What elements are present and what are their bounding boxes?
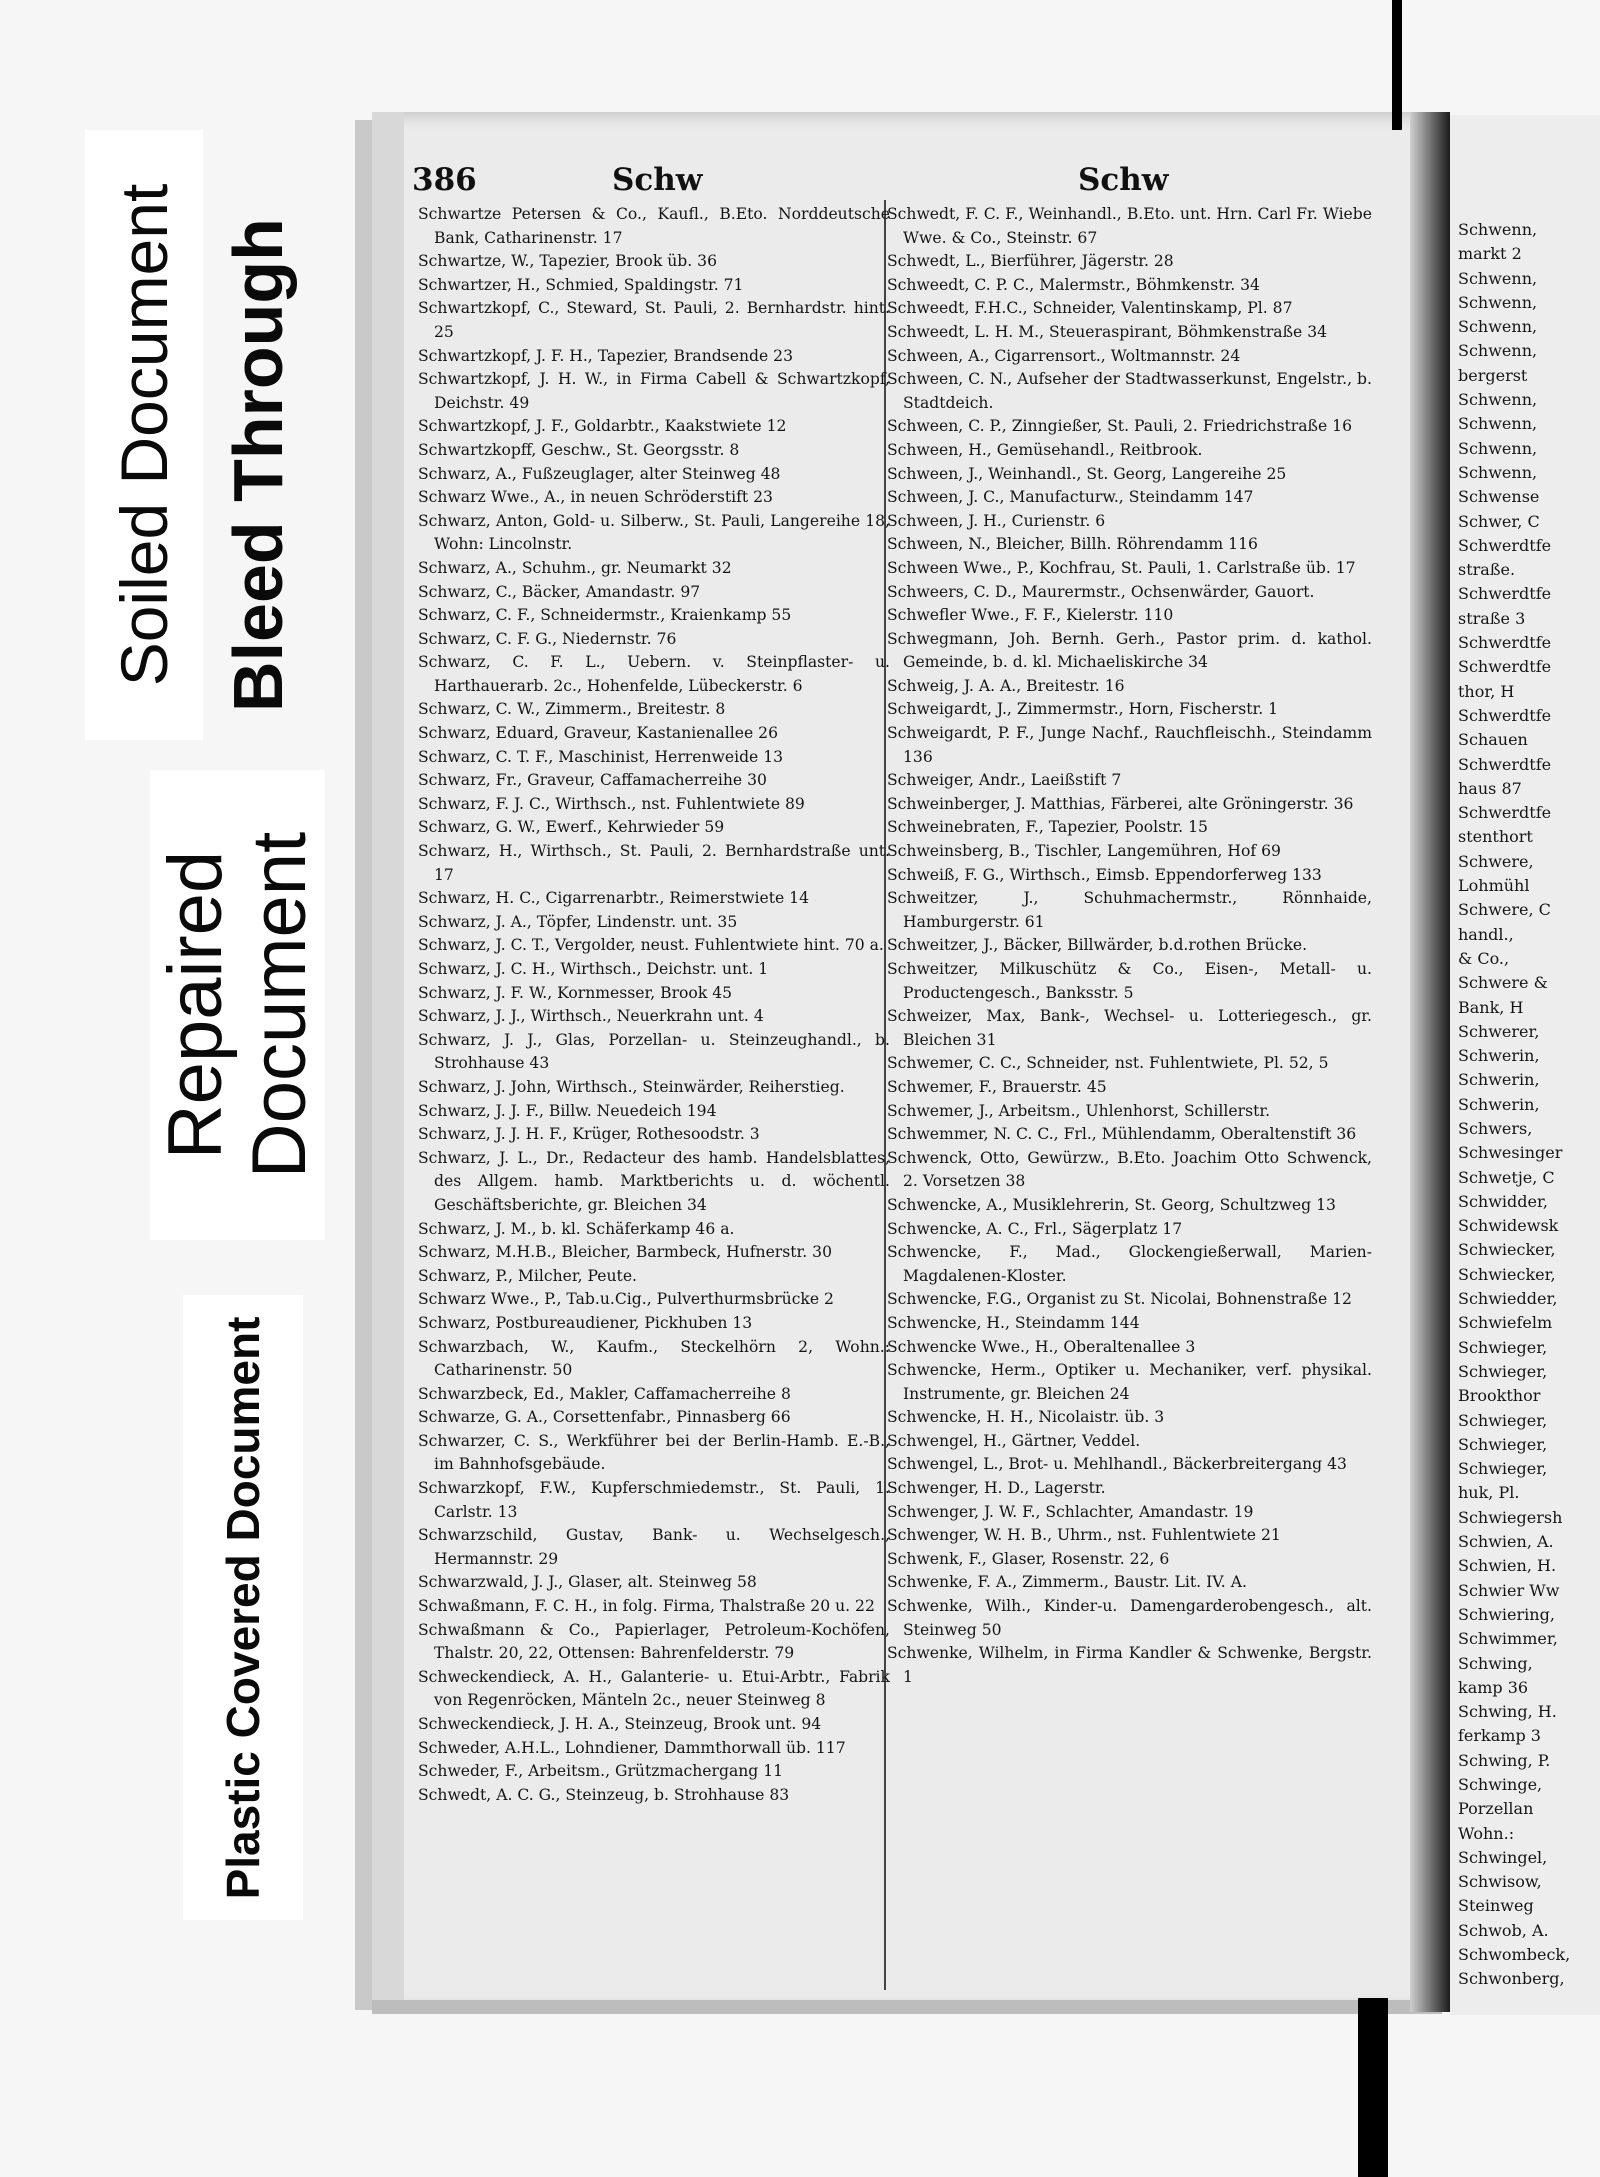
directory-entry: Schwaßmann & Co., Papierlager, Petroleum-Kochöfen, Thalstr. 20, 22, Ottensen: Bahrenfelderstr. 79 [418, 1620, 890, 1663]
facing-page-fragment: Schwetje, C [1458, 1167, 1555, 1187]
directory-entry: Schwarz, J. J. H. F., Krüger, Rothesoodstr. 3 [418, 1125, 760, 1144]
facing-page-fragment: Schwiecker, [1458, 1240, 1556, 1260]
facing-page-fragment: Schwerdtfe [1458, 705, 1552, 725]
directory-entry: Schween, C. P., Zinngießer, St. Pauli, 2. Friedrichstraße 16 [887, 417, 1352, 436]
label-repaired-document [150, 770, 325, 1240]
directory-entry: Schwartzkopf, J. H. W., in Firma Cabell & Schwartzkopf, Deichstr. 49 [418, 370, 890, 412]
directory-entry: Schwenke, F. A., Zimmerm., Baustr. Lit. IV. A. [887, 1573, 1247, 1592]
facing-page-fragment: Lohmühl [1458, 876, 1530, 896]
facing-page-fragment: Schwieger, [1458, 1459, 1548, 1479]
directory-entry: Schweckendieck, A. H., Galanterie- u. Etui-Arbtr., Fabrik von Regenröcken, Mänteln 2c., neuer Steinweg 8 [418, 1667, 890, 1710]
directory-entry: Schweinberger, J. Matthias, Färberei, alte Gröningerstr. 36 [887, 794, 1354, 813]
directory-entry: Schwartzkopff, Geschw., St. Georgsstr. 8 [418, 440, 740, 459]
facing-page-fragment: Schwidewsk [1458, 1216, 1559, 1236]
directory-entry: Schwarz, C. F. G., Niedernstr. 76 [418, 629, 677, 648]
directory-entry: Schwemmer, N. C. C., Frl., Mühlendamm, Oberaltenstift 36 [887, 1125, 1357, 1144]
directory-entry: Schwarzbach, W., Kaufm., Steckelhörn 2, Wohn.: Catharinenstr. 50 [418, 1337, 890, 1380]
directory-entry: Schwenke, Wilhelm, in Firma Kandler & Schwenke, Bergstr. 1 [887, 1644, 1372, 1686]
directory-entry: Schwencke, H. H., Nicolaistr. üb. 3 [887, 1408, 1165, 1427]
label-repaired-text [154, 832, 322, 1178]
facing-page-fragment: Schwenn, [1458, 317, 1538, 337]
facing-page-fragment: Schwere, [1458, 851, 1534, 871]
directory-entry: Schweinsberg, B., Tischler, Langemühren, Hof 69 [887, 842, 1281, 861]
directory-entry: Schweitzer, J., Bäcker, Billwärder, b.d.rothen Brücke. [887, 936, 1308, 955]
directory-entry: Schwencke, Herm., Optiker u. Mechaniker, verf. physikal. Instrumente, gr. Bleichen 24 [887, 1361, 1372, 1403]
facing-page-fragment: Steinweg [1458, 1896, 1534, 1916]
directory-entry: Schween, C. N., Aufseher der Stadtwasserkunst, Engelstr., b. Stadtdeich. [887, 370, 1372, 412]
directory-entry: Schwarz, C. F. L., Uebern. v. Steinpflaster- u. Harthauerarb. 2c., Hohenfelde, Lübeckerstr. 6 [418, 653, 890, 695]
directory-entry: Schwedt, F. C. F., Weinhandl., B.Eto. unt. Hrn. Carl Fr. Wiebe Wwe. & Co., Steinstr. 67 [887, 205, 1372, 247]
facing-page-fragment: Schwiegersh [1458, 1507, 1563, 1527]
facing-page-fragment: Schwing, [1458, 1653, 1533, 1673]
facing-page-fragment: Schwere, C [1458, 900, 1551, 920]
facing-page-fragment: huk, Pl. [1458, 1483, 1520, 1503]
directory-entry: Schween, H., Gemüsehandl., Reitbrook. [887, 440, 1203, 459]
directory-entry: Schwartzer, H., Schmied, Spaldingstr. 71 [418, 275, 744, 294]
directory-entry: Schween, J., Weinhandl., St. Georg, Langereihe 25 [887, 464, 1287, 483]
directory-entry: Schweedt, F.H.C., Schneider, Valentinskamp, Pl. 87 [887, 299, 1293, 318]
facing-page-fragment: Schwier Ww [1458, 1580, 1560, 1600]
book-spine [1410, 112, 1450, 2012]
directory-entry: Schwaßmann, F. C. H., in folg. Firma, Thalstraße 20 u. 22 [418, 1597, 875, 1616]
facing-page-fragment: Schwombeck, [1458, 1945, 1571, 1965]
facing-page-fragment: straße 3 [1458, 608, 1526, 628]
directory-entry: Schwarz, H., Wirthsch., St. Pauli, 2. Bernhardstraße unt. 17 [418, 842, 890, 884]
directory-entry: Schwarz, J. C. H., Wirthsch., Deichstr. unt. 1 [418, 960, 769, 978]
directory-entry: Schwarzbeck, Ed., Makler, Caffamacherreihe 8 [418, 1384, 791, 1403]
facing-page-fragment: Schwense [1458, 487, 1540, 507]
directory-column-left [418, 203, 890, 1807]
facing-page-fragment: Schwers, [1458, 1118, 1533, 1138]
scan-border-bottom [1358, 1998, 1388, 2177]
directory-entry: Schween, N., Bleicher, Billh. Röhrendamm 116 [887, 535, 1258, 554]
page-left-margin [372, 112, 404, 2012]
facing-page-fragment: bergerst [1458, 365, 1528, 385]
facing-page-fragment: Schwerdtfe [1458, 535, 1552, 555]
facing-page-fragment: Schwieger, [1458, 1410, 1548, 1430]
facing-page-fragment: Schwiecker, [1458, 1264, 1556, 1284]
directory-entry: Schwarz, J. M., b. kl. Schäferkamp 46 a. [418, 1219, 735, 1238]
directory-entry: Schwarz, J. J., Wirthsch., Neuerkrahn unt. 4 [418, 1007, 764, 1026]
directory-entry: Schwarz, J. L., Dr., Redacteur des hamb. Handelsblattes, des Allgem. hamb. Marktberichts u. d. wöchentl. Geschäftsberichte, gr. Bleichen 34 [418, 1148, 890, 1214]
directory-column-right [887, 203, 1372, 1689]
directory-entry: Schwencke Wwe., H., Oberaltenallee 3 [887, 1337, 1196, 1356]
facing-page-fragment: Schwenn, [1458, 220, 1538, 239]
facing-page-fragment: straße. [1458, 560, 1516, 580]
facing-page-fragment: Schwerdtfe [1458, 754, 1552, 774]
directory-entry: Schwarz, A., Fußzeuglager, alter Steinweg 48 [418, 464, 781, 483]
directory-entry: Schwenke, Wilh., Kinder-u. Damengarderobengesch., alt. Steinweg 50 [887, 1597, 1372, 1639]
facing-page-fragment: stenthort [1458, 827, 1533, 847]
facing-page [1450, 115, 1600, 2015]
directory-entry: Schwarz, C. F., Schneidermstr., Kraienkamp 55 [418, 606, 792, 625]
facing-page-fragment: Schwingel, [1458, 1847, 1548, 1867]
directory-entry: Schwedt, L., Bierführer, Jägerstr. 28 [887, 252, 1174, 271]
directory-entry: Schweedt, L. H. M., Steueraspirant, Böhmkenstraße 34 [887, 322, 1328, 341]
facing-page-fragment: Schwerin, [1458, 1094, 1540, 1114]
directory-entry: Schwenger, H. D., Lagerstr. [887, 1479, 1106, 1498]
facing-page-fragment: Schwing, H. [1458, 1702, 1557, 1722]
directory-entry: Schwartzkopf, J. F., Goldarbtr., Kaakstwiete 12 [418, 417, 787, 436]
label-repaired-line1: Repaired [152, 850, 238, 1160]
directory-entry: Schweiß, F. G., Wirthsch., Eimsb. Eppendorferweg 133 [887, 865, 1322, 884]
scan-border-top [1392, 0, 1402, 130]
directory-entry: Schwarz, C. W., Zimmerm., Breitestr. 8 [418, 700, 726, 719]
facing-page-entries [1450, 218, 1570, 1992]
page-bottom-edge [372, 2000, 1442, 2014]
facing-page-fragment: Schwiering, [1458, 1604, 1555, 1624]
facing-page-fragment: Schwien, H. [1458, 1556, 1557, 1576]
directory-entry: Schwarz, M.H.B., Bleicher, Barmbeck, Hufnerstr. 30 [418, 1243, 833, 1262]
page-number: 386 [412, 162, 477, 198]
facing-page-fragment: Schwenn, [1458, 341, 1538, 361]
facing-page-fragment: thor, H [1458, 681, 1515, 701]
facing-page-fragment: Schwenn, [1458, 438, 1538, 458]
directory-entry: Schween, J. H., Curienstr. 6 [887, 511, 1106, 530]
facing-page-fragment: Schwing, P. [1458, 1750, 1551, 1770]
directory-entry: Schwarz, J. John, Wirthsch., Steinwärder, Reiherstieg. [418, 1077, 845, 1096]
directory-entry: Schweiger, Andr., Laeißstift 7 [887, 771, 1122, 790]
facing-page-fragment: Schwerdtfe [1458, 803, 1552, 823]
directory-entry: Schweigardt, J., Zimmermstr., Horn, Fischerstr. 1 [887, 700, 1279, 719]
directory-entry: Schwarz, J. C. T., Vergolder, neust. Fuhlentwiete hint. 70 a. [418, 936, 884, 955]
facing-page-fragment: Schwonberg, [1458, 1969, 1565, 1989]
page-edge-shadow [355, 120, 373, 2010]
facing-page-fragment: Porzellan [1458, 1799, 1534, 1819]
facing-page-fragment: Schwimmer, [1458, 1629, 1558, 1649]
facing-page-fragment: Wohn.: [1458, 1823, 1515, 1843]
directory-entry: Schwarz, J. J. F., Billw. Neuedeich 194 [418, 1101, 717, 1120]
facing-page-fragment: Schauen [1458, 730, 1528, 750]
facing-page-fragment: Schwer, C [1458, 511, 1540, 531]
directory-entry: Schwencke, H., Steindamm 144 [887, 1313, 1140, 1332]
facing-page-fragment: Schwiedder, [1458, 1289, 1558, 1309]
directory-entry: Schwartze Petersen & Co., Kaufl., B.Eto. Norddeutsche Bank, Catharinenstr. 17 [418, 205, 890, 247]
facing-page-fragment: Schwerdtfe [1458, 584, 1552, 604]
directory-entry: Schwarz, Anton, Gold- u. Silberw., St. Pauli, Langereihe 18, Wohn: Lincolnstr. [418, 511, 890, 554]
label-bleed-through [203, 180, 313, 750]
directory-entry: Schwarzer, C. S., Werkführer bei der Berlin-Hamb. E.-B., im Bahnhofsgebäude. [418, 1431, 890, 1474]
directory-entry: Schwengel, L., Brot- u. Mehlhandl., Bäckerbreitergang 43 [887, 1455, 1347, 1474]
facing-page-fragment: Schwenn, [1458, 268, 1538, 288]
directory-entry: Schweckendieck, J. H. A., Steinzeug, Brook unt. 94 [418, 1715, 822, 1733]
facing-page-fragment: Schwiefelm [1458, 1313, 1553, 1333]
facing-page-fragment: haus 87 [1458, 778, 1522, 798]
directory-entry: Schwemer, C. C., Schneider, nst. Fuhlentwiete, Pl. 52, 5 [887, 1054, 1329, 1073]
directory-entry: Schween, A., Cigarrensort., Woltmannstr. 24 [887, 346, 1241, 365]
facing-page-fragment: Schwisow, [1458, 1872, 1542, 1892]
facing-page-fragment: Schwieger, [1458, 1434, 1548, 1454]
directory-entry: Schweinebraten, F., Tapezier, Poolstr. 15 [887, 818, 1208, 837]
facing-page-fragment: Schwenn, [1458, 292, 1538, 312]
facing-page-fragment: Schwere & [1458, 973, 1548, 993]
directory-entry: Schwencke, F., Mad., Glockengießerwall, Marien-Magdalenen-Kloster. [887, 1243, 1372, 1285]
label-plastic-text: Plastic Covered Document [217, 1316, 269, 1899]
facing-page-fragment: Schwenn, [1458, 414, 1538, 434]
directory-entry: Schweigardt, P. F., Junge Nachf., Rauchfleischh., Steindamm 136 [887, 724, 1372, 766]
directory-entry: Schwarz, J. J., Glas, Porzellan- u. Steinzeughandl., b. Strohhause 43 [418, 1030, 890, 1073]
directory-entry: Schwefler Wwe., F. F., Kielerstr. 110 [887, 606, 1174, 625]
directory-entry: Schwartze, W., Tapezier, Brook üb. 36 [418, 252, 718, 271]
facing-page-fragment: Schwenn, [1458, 462, 1538, 482]
directory-entry: Schwemer, J., Arbeitsm., Uhlenhorst, Schillerstr. [887, 1101, 1271, 1120]
facing-page-fragment: kamp 36 [1458, 1677, 1529, 1697]
facing-page-fragment: Bank, H [1458, 997, 1524, 1017]
directory-entry: Schweitzer, J., Schuhmachermstr., Rönnhaide, Hamburgerstr. 61 [887, 889, 1372, 931]
directory-entry: Schweers, C. D., Maurermstr., Ochsenwärder, Gauort. [887, 582, 1315, 601]
facing-page-fragment: Schwien, A. [1458, 1532, 1554, 1552]
label-soiled-document [85, 130, 203, 740]
facing-page-fragment: Schwieger, [1458, 1337, 1548, 1357]
facing-page-fragment: Schwerdtfe [1458, 633, 1552, 653]
directory-entry: Schweder, A.H.L., Lohndiener, Dammthorwall üb. 117 [418, 1738, 846, 1757]
directory-entry: Schweizer, Max, Bank-, Wechsel- u. Lotteriegesch., gr. Bleichen 31 [887, 1007, 1372, 1049]
directory-entry: Schwartzkopf, C., Steward, St. Pauli, 2. Bernhardstr. hint. 25 [418, 299, 890, 341]
directory-entry: Schween, J. C., Manufacturw., Steindamm 147 [887, 488, 1254, 507]
facing-page-fragment: Schwenn, [1458, 390, 1538, 410]
directory-entry: Schwarz, A., Schuhm., gr. Neumarkt 32 [418, 558, 732, 577]
facing-page-fragment: Schwob, A. [1458, 1920, 1549, 1940]
directory-entry: Schwemer, F., Brauerstr. 45 [887, 1077, 1107, 1096]
directory-entry: Schwenger, W. H. B., Uhrm., nst. Fuhlentwiete 21 [887, 1526, 1281, 1545]
directory-entry: Schweder, F., Arbeitsm., Grützmachergang 11 [418, 1762, 784, 1781]
directory-entry: Schwencke, A., Musiklehrerin, St. Georg, Schultzweg 13 [887, 1195, 1336, 1214]
directory-entry: Schwarz, Eduard, Graveur, Kastanienallee 26 [418, 724, 779, 743]
directory-entry: Schwarz Wwe., A., in neuen Schröderstift 23 [418, 488, 773, 507]
label-soiled-text: Soiled Document [107, 183, 181, 687]
facing-page-fragment: Schwidder, [1458, 1191, 1548, 1211]
directory-entry: Schwegmann, Joh. Bernh. Gerh., Pastor prim. d. kathol. Gemeinde, b. d. kl. Michaeliskirche 34 [887, 629, 1372, 672]
directory-entry: Schweitzer, Milkuschütz & Co., Eisen-, Metall- u. Productengesch., Banksstr. 5 [887, 960, 1372, 1002]
facing-page-fragment: Schwerin, [1458, 1046, 1540, 1066]
facing-page-fragment: markt 2 [1458, 244, 1522, 264]
label-repaired-line2: Document [236, 831, 322, 1179]
directory-entry: Schwarz, J. F. W., Kornmesser, Brook 45 [418, 983, 733, 1002]
directory-entry: Schwencke, F.G., Organist zu St. Nicolai, Bohnenstraße 12 [887, 1290, 1352, 1309]
facing-page-fragment: Schwesinger [1458, 1143, 1563, 1163]
facing-page-fragment: handl., [1458, 924, 1514, 944]
directory-entry: Schwarz, Postbureaudiener, Pickhuben 13 [418, 1313, 753, 1332]
directory-entry: Schwarz, J. A., Töpfer, Lindenstr. unt. 35 [418, 912, 738, 931]
directory-entry: Schwartzkopf, J. F. H., Tapezier, Brandsende 23 [418, 346, 794, 365]
directory-entry: Schwenck, Otto, Gewürzw., B.Eto. Joachim Otto Schwenck, 2. Vorsetzen 38 [887, 1148, 1372, 1191]
directory-entry: Schweedt, C. P. C., Malermstr., Böhmkenstr. 34 [887, 275, 1260, 294]
facing-page-fragment: Schwerdtfe [1458, 657, 1552, 677]
directory-entry: Schwarz, C., Bäcker, Amandastr. 97 [418, 582, 701, 601]
facing-page-fragment: Brookthor [1458, 1386, 1541, 1406]
running-header-right: Schw [1078, 162, 1169, 198]
directory-entry: Schwarzwald, J. J., Glaser, alt. Steinweg 58 [418, 1573, 757, 1592]
directory-entry: Schwenger, J. W. F., Schlachter, Amandastr. 19 [887, 1502, 1254, 1521]
directory-entry: Schwarze, G. A., Corsettenfabr., Pinnasberg 66 [418, 1408, 791, 1427]
facing-page-fragment: Schwinge, [1458, 1775, 1543, 1794]
facing-page-fragment: Schwieger, [1458, 1361, 1548, 1381]
facing-page-fragment: Schwerin, [1458, 1070, 1540, 1090]
directory-entry: Schwedt, A. C. G., Steinzeug, b. Strohhause 83 [418, 1785, 790, 1804]
directory-entry: Schwengel, H., Gärtner, Veddel. [887, 1431, 1141, 1450]
directory-entry: Schwarz, P., Milcher, Peute. [418, 1266, 638, 1285]
facing-page-fragment: & Co., [1458, 948, 1510, 968]
facing-page-fragment: Schwerer, [1458, 1021, 1540, 1041]
directory-entry: Schwarz, F. J. C., Wirthsch., nst. Fuhlentwiete 89 [418, 794, 805, 813]
directory-entry: Schwarz, Fr., Graveur, Caffamacherreihe 30 [418, 771, 767, 790]
directory-entry: Schwarz, C. T. F., Maschinist, Herrenweide 13 [418, 747, 784, 766]
running-header-left: Schw [612, 162, 703, 198]
directory-entry: Schween Wwe., P., Kochfrau, St. Pauli, 1. Carlstraße üb. 17 [887, 558, 1356, 577]
directory-entry: Schweig, J. A. A., Breitestr. 16 [887, 676, 1125, 695]
label-bleed-text: Bleed Through [219, 218, 297, 712]
directory-entry: Schwarzkopf, F.W., Kupferschmiedemstr., St. Pauli, 1. Carlstr. 13 [418, 1479, 890, 1521]
directory-entry: Schwarz Wwe., P., Tab.u.Cig., Pulverthurmsbrücke 2 [418, 1290, 834, 1309]
directory-entry: Schwenk, F., Glaser, Rosenstr. 22, 6 [887, 1549, 1170, 1568]
directory-entry: Schwarz, H. C., Cigarrenarbtr., Reimerstwiete 14 [418, 889, 809, 908]
directory-entry: Schwencke, A. C., Frl., Sägerplatz 17 [887, 1219, 1183, 1238]
directory-entry: Schwarz, G. W., Ewerf., Kehrwieder 59 [418, 818, 725, 837]
directory-entry: Schwarzschild, Gustav, Bank- u. Wechselgesch., Hermannstr. 29 [418, 1526, 890, 1568]
facing-page-fragment: ferkamp 3 [1458, 1726, 1541, 1746]
label-plastic-covered-document [183, 1295, 303, 1920]
